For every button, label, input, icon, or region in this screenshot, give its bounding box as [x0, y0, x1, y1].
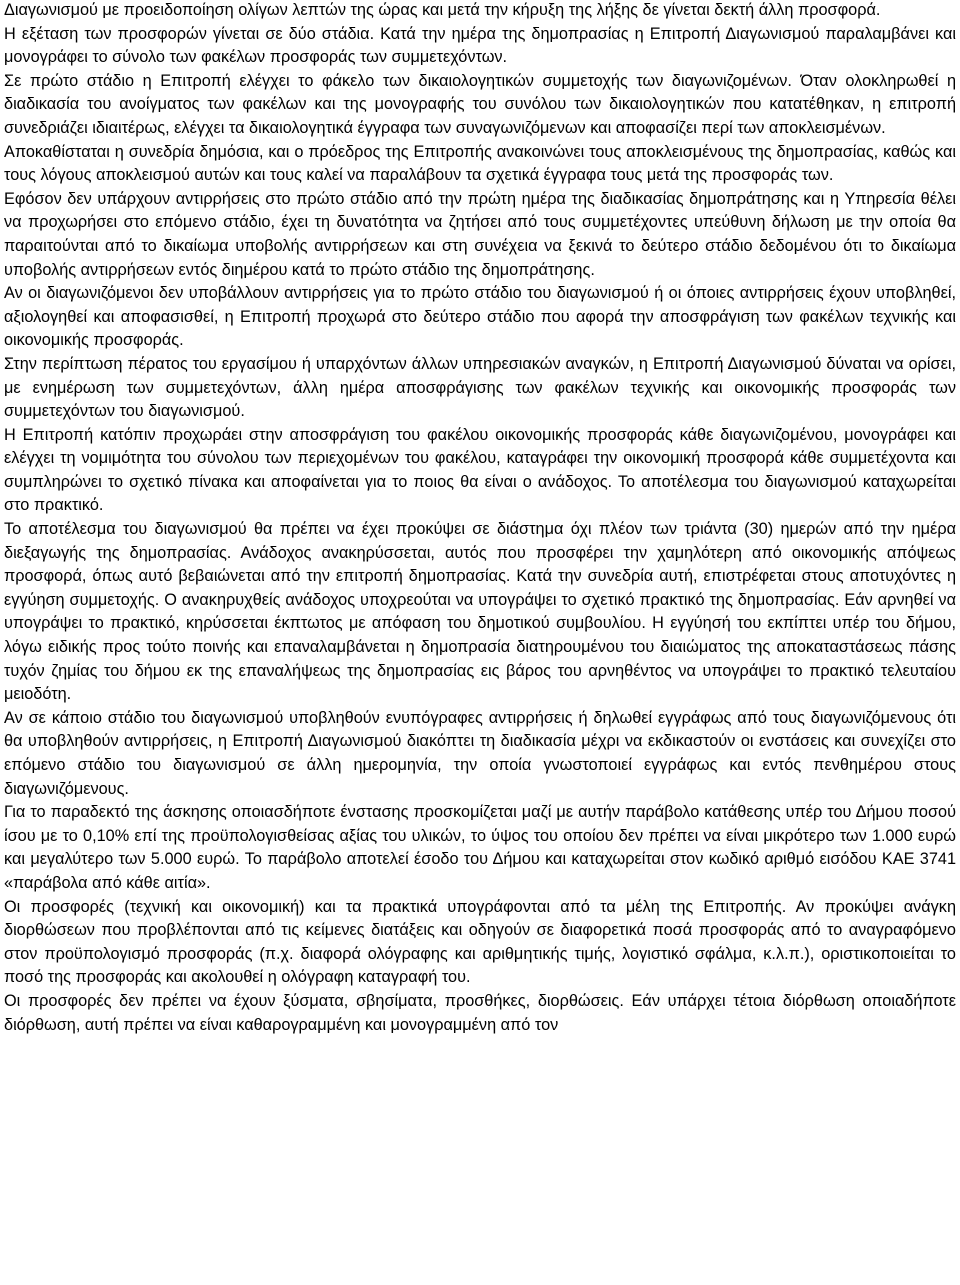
paragraph-13: Οι προσφορές δεν πρέπει να έχουν ξύσματα, σβησίματα, προσθήκες, διορθώσεις. Εάν υπάρχει τέτοια διόρθωση οποιαδήποτε διόρθωση, αυτή πρέπει να είναι καθαρογραμμένη και μονογραμμένη από τον [4, 991, 956, 1034]
paragraph-3: Σε πρώτο στάδιο η Επιτροπή ελέγχει το φάκελο των δικαιολογητικών συμμετοχής των διαγωνιζομένων. Όταν ολοκληρωθεί η διαδικασία του ανοίγματος των φακέλων και της μονογραφής του συνόλου των δικαιολογητικών που κατατέθηκαν, η επιτροπή συνεδριάζει ιδιαιτέρως, ελέγχει τα δικαιολογητικά έγγραφα των συναγωνιζόμενων και αποφασίζει περί των αποκλεισμένων. [4, 71, 956, 137]
paragraph-8: Η Επιτροπή κατόπιν προχωράει στην αποσφράγιση του φακέλου οικονομικής προσφοράς κάθε διαγωνιζομένου, μονογράφει και ελέγχει τη νομιμότητα του σύνολου των περιεχομένων του φακέλου, καταγράφει την οικονομική προσφορά κάθε συμμετέχοντα και συμπληρώνει το σχετικό πίνακα και αποφαίνεται για το ποιος θα είναι ο ανάδοχος. Το αποτέλεσμα του διαγωνισμού καταχωρείται στο πρακτικό. [4, 425, 956, 515]
paragraph-9: Το αποτέλεσμα του διαγωνισμού θα πρέπει να έχει προκύψει σε διάστημα όχι πλέον των τριάντα (30) ημερών από την ημέρα διεξαγωγής της δημοπρασίας. Ανάδοχος ανακηρύσσεται, αυτός που προσφέρει την χαμηλότερη από οικονομικής απόψεως προσφορά, όπως αυτό βεβαιώνεται από την επιτροπή δημοπρασίας. Κατά την συνεδρία αυτή, επιστρέφεται στους αποτυχόντες η εγγύηση συμμετοχής. Ο ανακηρυχθείς ανάδοχος υποχρεούται να υπογράψει το σχετικό πρακτικό της δημοπρασίας. Εάν αρνηθεί να υπογράψει το πρακτικό, κηρύσσεται έκπτωτος με απόφαση του δημοτικού συμβουλίου. Η εγγύησή του εκπίπτει υπέρ του δήμου, λόγω ειδικής προς τούτο ποινής και επαναλαμβάνεται η δημοπρασία διατηρουμένου του διαιώματος της αποκαταστάσεως πάσης τυχόν ζημίας του δήμου εκ της επαναλήψεως της δημοπρασίας εις βάρος του αρνηθέντος να υπογράψει το πρακτικό τελευταίου μειοδότη. [4, 520, 956, 704]
paragraph-5: Εφόσον δεν υπάρχουν αντιρρήσεις στο πρώτο στάδιο από την πρώτη ημέρα της διαδικασίας δημοπράτησης και η Υπηρεσία θέλει να προχωρήσει στο επόμενο στάδιο, έχει τη δυνατότητα να ζητήσει από τους συμμετέχοντες υπεύθυνη δήλωση με την οποία θα παραιτούνται από το δικαίωμα υποβολής αντιρρήσεων και στη συνέχεια να ξεκινά το δεύτερο στάδιο δεδομένου ότι το δικαίωμα υποβολής αντιρρήσεων εντός διημέρου κατά το πρώτο στάδιο της δημοπράτησης. [4, 189, 956, 279]
paragraph-6: Αν οι διαγωνιζόμενοι δεν υποβάλλουν αντιρρήσεις για το πρώτο στάδιο του διαγωνισμού ή οι όποιες αντιρρήσεις έχουν υποβληθεί, αξιολογηθεί και αποφασισθεί, η Επιτροπή προχωρά στο δεύτερο στάδιο που αφορά την αποσφράγιση των φακέλων τεχνικής και οικονομικής προσφοράς. [4, 284, 956, 350]
document-page [4, 0, 956, 1285]
paragraph-4: Αποκαθίσταται η συνεδρία δημόσια, και ο πρόεδρος της Επιτροπής ανακοινώνει τους αποκλεισμένους της δημοπρασίας, καθώς και τους λόγους αποκλεισμού αυτών και τους καλεί να παραλάβουν τα σχετικά έγγραφα τους μετά της προσφοράς των. [4, 142, 956, 185]
paragraph-7: Στην περίπτωση πέρατος του εργασίμου ή υπαρχόντων άλλων υπηρεσιακών αναγκών, η Επιτροπή Διαγωνισμού δύναται να ορίσει, με ενημέρωση των συμμετεχόντων, άλλη ημέρα αποσφράγισης των φακέλων τεχνικής και οικονομικής προσφοράς των συμμετεχόντων του διαγωνισμού. [4, 354, 956, 421]
paragraph-10: Αν σε κάποιο στάδιο του διαγωνισμού υποβληθούν ενυπόγραφες αντιρρήσεις ή δηλωθεί εγγράφως από τους διαγωνιζόμενους ότι θα υποβληθούν αντιρρήσεις, η Επιτροπή Διαγωνισμού διακόπτει τη διαδικασία μέχρι να εκδικαστούν οι ενστάσεις και συνεχίζει στο επόμενο στάδιο του διαγωνισμού σε άλλη ημερομηνία, την οποία γνωστοποιεί εγγράφως και εντός πενθημέρου στους διαγωνιζόμενους. [4, 708, 956, 798]
paragraph-2: Η εξέταση των προσφορών γίνεται σε δύο στάδια. Κατά την ημέρα της δημοπρασίας η Επιτροπή Διαγωνισμού παραλαμβάνει και μονογράφει το σύνολο των φακέλων προσφοράς των συμμετεχόντων. [4, 24, 956, 67]
paragraph-1: Διαγωνισμού με προειδοποίηση ολίγων λεπτών της ώρας και μετά την κήρυξη της λήξης δε γίνεται δεκτή άλλη προσφορά. [4, 1, 881, 19]
paragraph-12: Οι προσφορές (τεχνική και οικονομική) και τα πρακτικά υπογράφονται από τα μέλη της Επιτροπής. Αν προκύψει ανάγκη διορθώσεων που προβλέπονται από τις κείμενες διατάξεις και οδηγούν σε διαφορετικά ποσά προσφοράς από το αναγραφόμενο στον προϋπολογισμό προσφοράς (π.χ. διαφορά ολόγραφης και αριθμητικής τιμής, λογιστικό σφάλμα, κ.λ.π.), οριστικοποιείται το ποσό της προσφοράς και ακολουθεί η ολόγραφη καταγραφή του. [4, 897, 956, 987]
paragraph-11: Για το παραδεκτό της άσκησης οποιασδήποτε ένστασης προσκομίζεται μαζί με αυτήν παράβολο κατάθεσης υπέρ του Δήμου ποσού ίσου με το 0,10% επί της προϋπολογισθείσας αξίας του υλικών, το ύψος του οποίου δεν πρέπει να είναι μικρότερο των 1.000 ευρώ και μεγαλύτερο των 5.000 ευρώ. Το παράβολο αποτελεί έσοδο του Δήμου και καταχωρείται στον κωδικό αριθμό εισόδου ΚΑΕ 3741 «παράβολα από κάθε αιτία». [4, 803, 956, 892]
